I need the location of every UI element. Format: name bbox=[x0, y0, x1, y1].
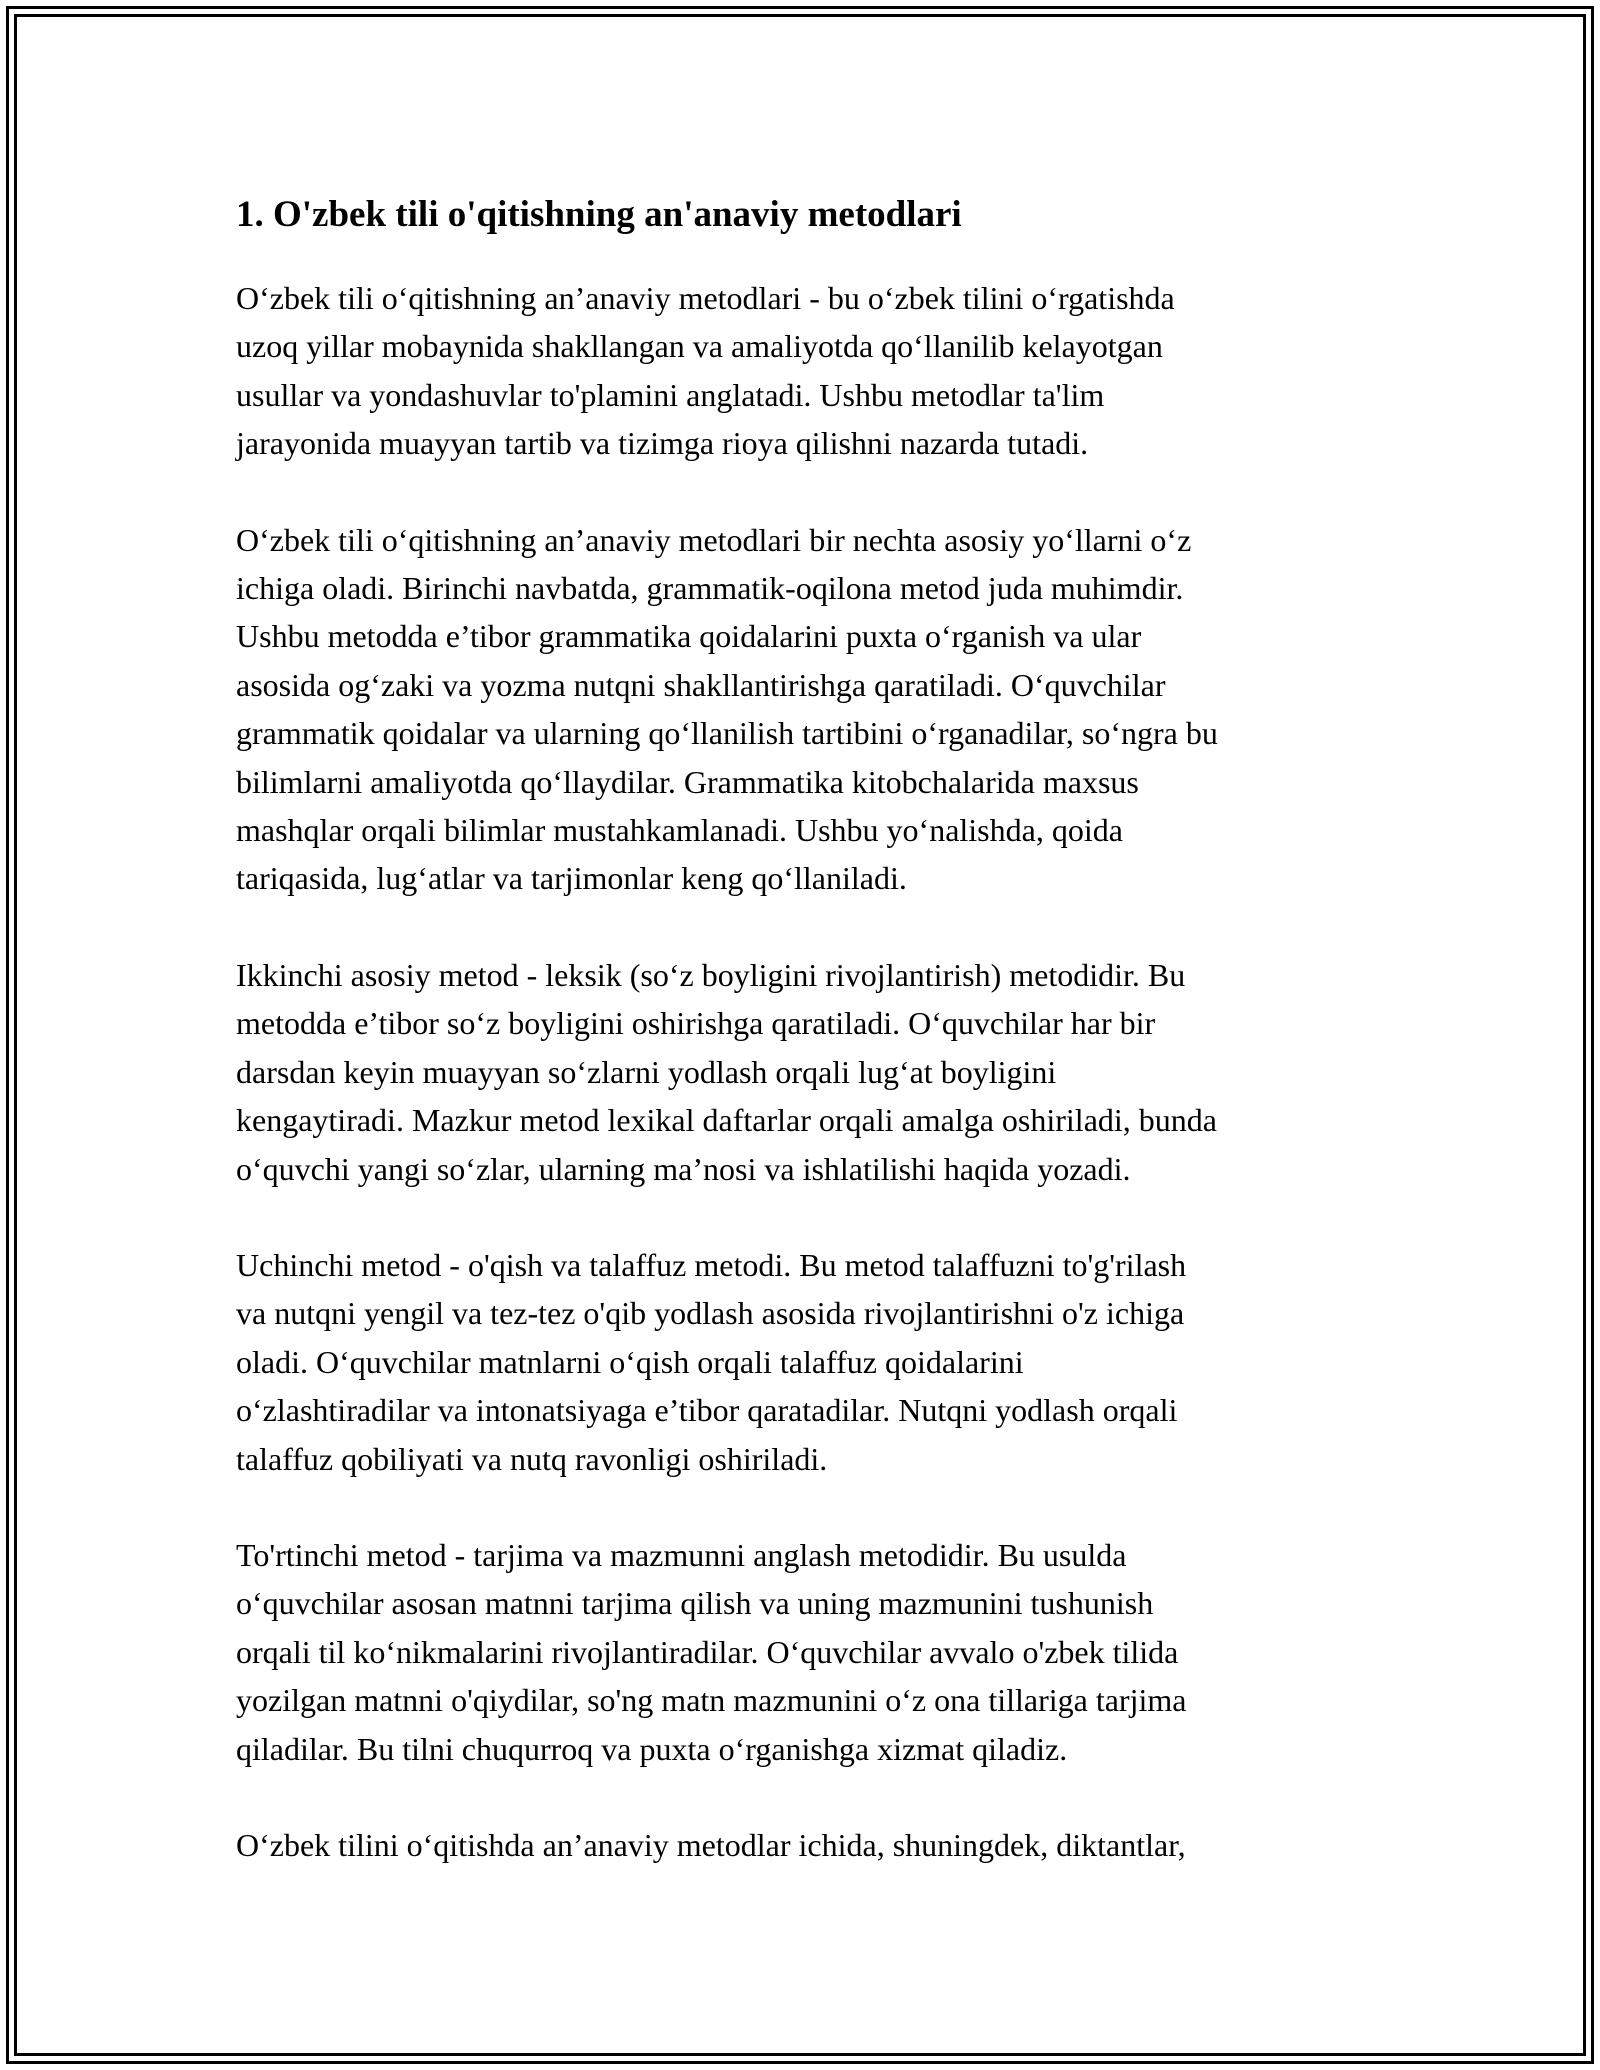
section-heading: 1. O'zbek tili o'qitishning an'anaviy metodlari bbox=[236, 194, 962, 235]
paragraph-line: O‘zbek tilini o‘qitishda an’anaviy metodlar ichida, shuningdek, diktantlar, bbox=[236, 1826, 1186, 1863]
paragraph-line: yozilgan matnni o'qiydilar, so'ng matn mazmunini o‘z ona tillariga tarjima bbox=[236, 1682, 1187, 1719]
paragraph-line: ichiga oladi. Birinchi navbatda, grammatik-oqilona metod juda muhimdir. bbox=[236, 570, 1184, 607]
paragraph bbox=[236, 274, 1376, 468]
paragraph-line: O‘zbek tili o‘qitishning an’anaviy metodlari bir nechta asosiy yo‘llarni o‘z bbox=[236, 521, 1192, 558]
document-body bbox=[236, 188, 1376, 1917]
paragraph-line: Uchinchi metod - o'qish va talaffuz metodi. Bu metod talaffuzni to'g'rilash bbox=[236, 1246, 1187, 1283]
paragraph-line: va nutqni yengil va tez-tez o'qib yodlash asosida rivojlantirishni o'z ichiga bbox=[236, 1295, 1185, 1332]
paragraph-line: To'rtinchi metod - tarjima va mazmunni anglash metodidir. Bu usulda bbox=[236, 1536, 1127, 1573]
paragraph-line: o‘zlashtiradilar va intonatsiyaga e’tibor qaratadilar. Nutqni yodlash orqali bbox=[236, 1392, 1178, 1429]
paragraph-line: uzoq yillar mobaynida shakllangan va amaliyotda qo‘llanilib kelayotgan bbox=[236, 328, 1163, 365]
paragraph-line: mashqlar orqali bilimlar mustahkamlanadi. Ushbu yo‘nalishda, qoida bbox=[236, 812, 1123, 849]
paragraph-line: kengaytiradi. Mazkur metod lexikal daftarlar orqali amalga oshiriladi, bunda bbox=[236, 1102, 1217, 1139]
paragraph-line: qiladilar. Bu tilni chuqurroq va puxta o‘rganishga xizmat qiladiz. bbox=[236, 1730, 1068, 1767]
paragraph-line: oladi. O‘quvchilar matnlarni o‘qish orqali talaffuz qoidalarini bbox=[236, 1343, 1024, 1380]
paragraph-line: tariqasida, lug‘atlar va tarjimonlar keng qo‘llaniladi. bbox=[236, 860, 907, 897]
paragraph bbox=[236, 1531, 1376, 1773]
paragraph-list bbox=[236, 274, 1376, 1869]
paragraph-line: O‘zbek tili o‘qitishning an’anaviy metodlari - bu o‘zbek tilini o‘rgatishda bbox=[236, 280, 1175, 316]
paragraph-line: bilimlarni amaliyotda qo‘llaydilar. Grammatika kitobchalarida maxsus bbox=[236, 763, 1139, 800]
paragraph bbox=[236, 951, 1376, 1193]
paragraph-line: talaffuz qobiliyati va nutq ravonligi oshiriladi. bbox=[236, 1440, 828, 1477]
paragraph-line: grammatik qoidalar va ularning qo‘llanilish tartibini o‘rganadilar, so‘ngra bu bbox=[236, 715, 1218, 752]
paragraph-line: Ikkinchi asosiy metod - leksik (so‘z boyligini rivojlantirish) metodidir. Bu bbox=[236, 956, 1186, 993]
paragraph-line: jarayonida muayyan tartib va tizimga rioya qilishni nazarda tutadi. bbox=[236, 425, 1089, 462]
paragraph-line: orqali til ko‘nikmalarini rivojlantiradilar. O‘quvchilar avvalo o'zbek tilida bbox=[236, 1633, 1179, 1670]
paragraph bbox=[236, 1821, 1376, 1869]
paragraph-line: Ushbu metodda e’tibor grammatika qoidalarini puxta o‘rganish va ular bbox=[236, 618, 1142, 655]
paragraph-line: metodda e’tibor so‘z boyligini oshirishga qaratiladi. O‘quvchilar har bir bbox=[236, 1005, 1156, 1042]
paragraph-line: asosida og‘zaki va yozma nutqni shakllantirishga qaratiladi. O‘quvchilar bbox=[236, 666, 1166, 703]
paragraph-line: usullar va yondashuvlar to'plamini anglatadi. Ushbu metodlar ta'lim bbox=[236, 376, 1105, 413]
paragraph bbox=[236, 1241, 1376, 1483]
paragraph-line: o‘quvchi yangi so‘zlar, ularning ma’nosi va ishlatilishi haqida yozadi. bbox=[236, 1150, 1131, 1187]
paragraph bbox=[236, 516, 1376, 903]
paragraph-line: o‘quvchilar asosan matnni tarjima qilish va uning mazmunini tushunish bbox=[236, 1585, 1154, 1622]
paragraph-line: darsdan keyin muayyan so‘zlarni yodlash orqali lug‘at boyligini bbox=[236, 1053, 1057, 1090]
